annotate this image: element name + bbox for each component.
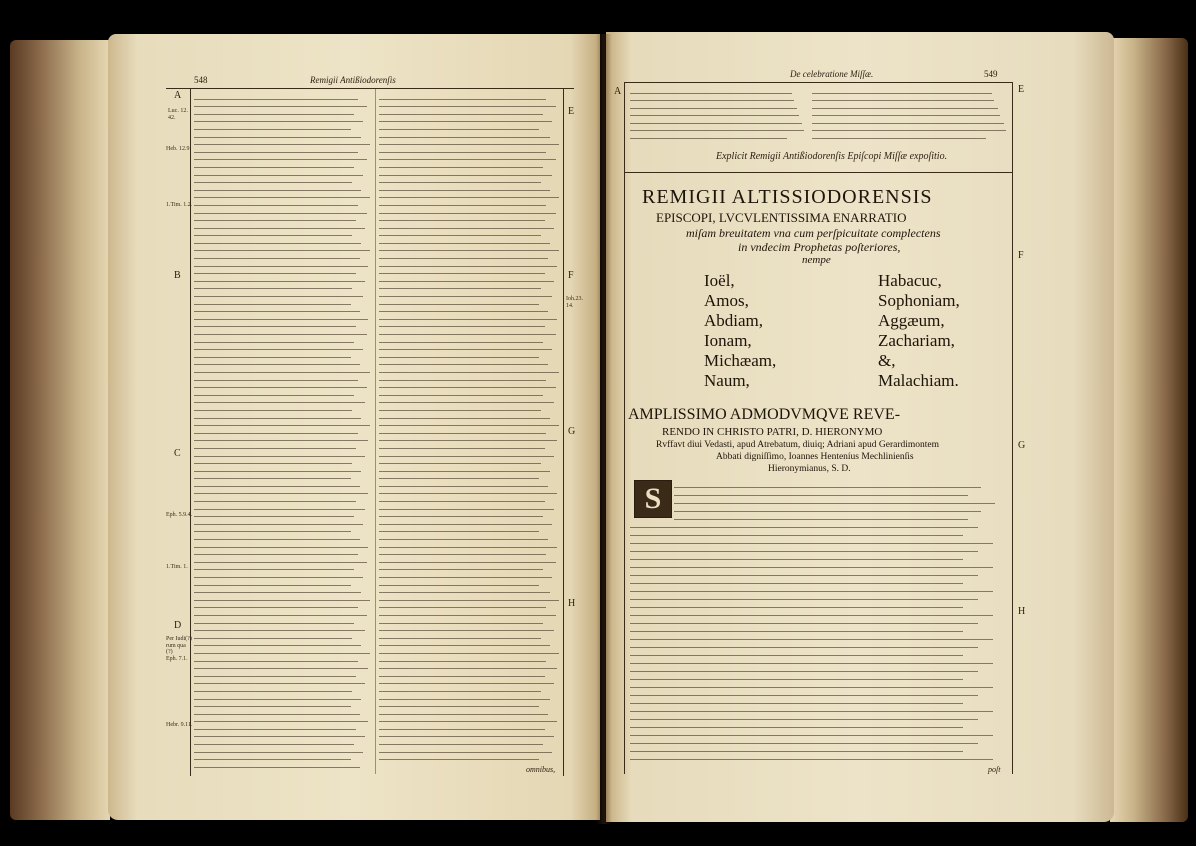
text-line — [379, 676, 545, 677]
text-line — [674, 511, 981, 512]
text-line — [194, 266, 368, 267]
text-line — [630, 138, 787, 139]
text-line — [379, 547, 557, 548]
text-line — [379, 273, 545, 274]
text-line — [194, 137, 361, 138]
title-line-4: in vndecim Prophetas poſteriores, — [738, 240, 901, 254]
prophet-left-1: Ioël, — [704, 271, 735, 290]
margin-note: Hebr. 9.11. — [166, 722, 193, 728]
right-page-number: 549 — [984, 69, 998, 79]
text-line — [630, 719, 978, 720]
text-line — [379, 387, 556, 388]
text-line — [630, 123, 802, 124]
text-line — [630, 599, 978, 600]
text-line — [812, 100, 994, 101]
left-margin-rule — [190, 88, 191, 776]
prophet-left-4: Ionam, — [704, 331, 752, 350]
left-catchword: omnibus, — [526, 765, 556, 774]
text-line — [194, 296, 363, 297]
text-line — [630, 655, 963, 656]
text-line — [194, 562, 367, 563]
right-body-text-top — [674, 480, 1008, 520]
text-line — [630, 100, 794, 101]
text-line — [630, 535, 963, 536]
right-section-h: H — [1018, 606, 1026, 617]
text-line — [674, 495, 968, 496]
text-line — [379, 752, 552, 753]
text-line — [379, 440, 557, 441]
text-line — [194, 304, 351, 305]
text-line — [379, 554, 546, 555]
text-line — [630, 687, 993, 688]
left-section-c: C — [174, 448, 181, 459]
text-line — [379, 281, 554, 282]
text-line — [379, 714, 548, 715]
right-inner-a: A — [614, 86, 622, 97]
text-line — [194, 547, 368, 548]
text-line — [194, 623, 354, 624]
text-line — [630, 623, 978, 624]
text-line — [194, 524, 363, 525]
text-line — [194, 554, 358, 555]
text-line — [379, 304, 539, 305]
text-line — [812, 138, 986, 139]
text-line — [379, 129, 539, 130]
left-inner-f: F — [568, 270, 574, 281]
text-line — [194, 410, 352, 411]
text-line — [630, 703, 963, 704]
text-line — [379, 311, 548, 312]
text-line — [379, 205, 546, 206]
text-line — [630, 711, 993, 712]
text-line — [379, 600, 559, 601]
text-line — [194, 478, 351, 479]
text-line — [379, 372, 559, 373]
text-line — [194, 486, 360, 487]
text-line — [194, 182, 352, 183]
text-line — [194, 342, 354, 343]
text-line — [194, 220, 356, 221]
text-line — [379, 729, 545, 730]
text-line — [194, 159, 367, 160]
text-line — [379, 288, 541, 289]
text-line — [630, 575, 978, 576]
text-line — [379, 213, 556, 214]
text-line — [379, 395, 543, 396]
right-section-f: F — [1018, 250, 1024, 261]
text-line — [194, 167, 354, 168]
text-line — [194, 630, 365, 631]
text-line — [194, 463, 352, 464]
text-line — [379, 661, 546, 662]
text-line — [194, 736, 365, 737]
text-line — [194, 440, 368, 441]
text-line — [630, 759, 993, 760]
text-line — [194, 372, 370, 373]
margin-note: 1.Tim. 1. — [166, 564, 188, 570]
text-line — [379, 653, 559, 654]
text-line — [379, 410, 541, 411]
text-line — [194, 752, 363, 753]
text-line — [194, 213, 367, 214]
prophet-right-2: Sophoniam, — [878, 291, 960, 310]
left-column-divider — [375, 88, 376, 774]
text-line — [379, 463, 541, 464]
text-line — [194, 387, 367, 388]
text-line — [379, 357, 539, 358]
right-inner-rule — [624, 82, 625, 774]
decorated-initial — [634, 480, 672, 518]
text-line — [379, 736, 554, 737]
text-line — [674, 487, 981, 488]
text-line — [194, 258, 360, 259]
text-line — [379, 516, 543, 517]
text-line — [630, 671, 978, 672]
text-line — [379, 152, 546, 153]
text-line — [194, 402, 365, 403]
text-line — [379, 524, 552, 525]
colophon-rule — [624, 172, 1012, 173]
title-line-1: REMIGII ALTISSIODORENSIS — [642, 186, 933, 208]
text-line — [194, 471, 361, 472]
text-line — [379, 592, 550, 593]
margin-note: Eph. 5.9.4. — [166, 512, 193, 518]
text-line — [674, 503, 995, 504]
text-line — [194, 281, 365, 282]
text-line — [194, 729, 356, 730]
text-line — [194, 706, 351, 707]
right-top-column-1 — [630, 86, 806, 142]
text-line — [194, 357, 351, 358]
dedication-line-5: Hieronymianus, S. D. — [768, 464, 851, 474]
text-line — [194, 493, 368, 494]
margin-note: Per Iudi(?) rum qua (?) Eph. 7.1. — [166, 636, 192, 662]
text-line — [194, 364, 360, 365]
text-line — [630, 108, 797, 109]
text-line — [630, 727, 963, 728]
text-line — [379, 691, 541, 692]
text-line — [194, 661, 358, 662]
text-line — [194, 569, 354, 570]
text-line — [379, 630, 554, 631]
text-line — [379, 699, 550, 700]
margin-note: 1.Tim. 1.2. — [166, 202, 193, 208]
text-line — [379, 235, 541, 236]
text-line — [194, 714, 360, 715]
text-line — [379, 638, 541, 639]
text-line — [379, 250, 559, 251]
text-line — [379, 531, 539, 532]
text-line — [379, 106, 556, 107]
text-line — [379, 668, 557, 669]
text-line — [379, 197, 559, 198]
text-line — [630, 93, 792, 94]
right-body-text — [630, 520, 1008, 762]
text-line — [194, 638, 352, 639]
text-line — [630, 647, 978, 648]
text-line — [379, 296, 552, 297]
text-line — [379, 364, 548, 365]
text-line — [194, 759, 351, 760]
text-line — [379, 577, 552, 578]
left-running-head: Remigii Antißiodorenſis — [310, 75, 396, 85]
text-line — [379, 683, 554, 684]
text-line — [194, 99, 358, 100]
text-line — [194, 653, 370, 654]
text-line — [194, 509, 365, 510]
text-line — [812, 123, 1004, 124]
text-line — [379, 114, 543, 115]
text-line — [379, 418, 550, 419]
text-line — [379, 144, 559, 145]
text-line — [812, 108, 998, 109]
text-line — [194, 228, 365, 229]
text-line — [630, 527, 978, 528]
text-line — [812, 115, 1000, 116]
dedication-line-4: Abbati digniſſimo, Ioannes Henteníus Mechlinienſis — [716, 452, 914, 462]
text-line — [194, 676, 356, 677]
text-line — [379, 319, 557, 320]
text-line — [630, 735, 993, 736]
text-line — [379, 159, 556, 160]
title-line-3: miſam breuitatem vna cum perſpicuitate complectens — [686, 226, 941, 240]
text-line — [379, 478, 539, 479]
text-line — [194, 319, 368, 320]
book-gutter — [596, 34, 612, 824]
text-line — [379, 759, 539, 760]
text-line — [194, 433, 358, 434]
text-line — [379, 456, 554, 457]
text-line — [630, 567, 993, 568]
text-line — [194, 190, 361, 191]
text-line — [630, 551, 978, 552]
text-line — [379, 645, 550, 646]
margin-note: Ioh.23. 14. — [566, 296, 583, 309]
text-line — [379, 569, 543, 570]
prophet-right-3: Aggæum, — [878, 311, 945, 330]
text-line — [194, 607, 358, 608]
left-inner-h: H — [568, 598, 576, 609]
right-catchword: poſt — [988, 765, 1001, 774]
text-line — [194, 767, 360, 768]
prophet-left-3: Abdiam, — [704, 311, 764, 330]
text-line — [630, 679, 963, 680]
text-line — [379, 623, 543, 624]
text-line — [194, 418, 361, 419]
text-line — [194, 501, 356, 502]
text-line — [194, 585, 351, 586]
right-top-column-2 — [812, 86, 1008, 142]
text-line — [630, 639, 993, 640]
text-line — [379, 349, 552, 350]
prophet-left-6: Naum, — [704, 371, 750, 390]
prophet-left-2: Amos, — [704, 291, 749, 310]
right-header-rule — [624, 82, 1012, 83]
title-line-2: EPISCOPI, LVCVLENTISSIMA ENARRATIO — [656, 210, 907, 225]
text-line — [379, 607, 546, 608]
prophet-right-1: Habacuc, — [878, 271, 942, 290]
margin-note: Heb. 12.9. — [166, 146, 191, 152]
prophet-right-5: &, — [878, 351, 896, 370]
text-line — [194, 577, 363, 578]
left-text-column-1 — [194, 92, 372, 774]
left-header-rule — [166, 88, 574, 89]
text-line — [194, 311, 360, 312]
text-line — [379, 493, 557, 494]
left-page-edges — [10, 40, 110, 820]
text-line — [379, 509, 554, 510]
text-line — [630, 607, 963, 608]
text-line — [194, 615, 367, 616]
text-line — [194, 531, 351, 532]
text-line — [379, 220, 545, 221]
right-section-g: G — [1018, 440, 1026, 451]
text-line — [630, 115, 799, 116]
text-line — [194, 175, 363, 176]
text-line — [194, 273, 356, 274]
text-line — [194, 744, 354, 745]
text-line — [194, 106, 367, 107]
text-line — [194, 456, 365, 457]
text-line — [379, 243, 550, 244]
text-line — [194, 592, 361, 593]
title-line-5: nempe — [802, 254, 831, 266]
text-line — [379, 258, 548, 259]
text-line — [379, 539, 548, 540]
text-line — [379, 121, 552, 122]
text-line — [194, 448, 356, 449]
text-line — [379, 721, 557, 722]
dedication-line-3: Rvffavt diui Vedasti, apud Atrebatum, diuiq; Adriani apud Gerardimontem — [656, 440, 940, 450]
text-line — [379, 562, 556, 563]
text-line — [379, 228, 554, 229]
margin-note: Luc. 12. 42. — [168, 108, 188, 121]
text-line — [194, 395, 354, 396]
text-line — [194, 683, 365, 684]
right-section-e: E — [1018, 84, 1025, 95]
drop-cap-letter: S — [644, 482, 662, 515]
text-line — [379, 448, 545, 449]
text-line — [630, 751, 963, 752]
right-running-head: De celebratione Miſſæ. — [790, 69, 874, 79]
text-line — [194, 152, 358, 153]
text-line — [194, 121, 363, 122]
dedication-line-2: RENDO IN CHRISTO PATRI, D. HIERONYMO — [662, 426, 883, 438]
prophet-left-5: Michæam, — [704, 351, 777, 370]
left-section-d: D — [174, 620, 182, 631]
text-line — [379, 706, 539, 707]
left-section-a: A — [174, 90, 182, 101]
text-line — [630, 130, 804, 131]
book-spread — [10, 24, 1188, 836]
text-line — [630, 583, 963, 584]
text-line — [194, 114, 354, 115]
left-inner-e: E — [568, 106, 575, 117]
text-line — [630, 695, 978, 696]
text-line — [379, 137, 550, 138]
text-line — [630, 663, 993, 664]
text-line — [194, 668, 368, 669]
text-line — [379, 326, 545, 327]
text-line — [194, 516, 354, 517]
left-inner-g: G — [568, 426, 576, 437]
text-line — [379, 175, 552, 176]
text-line — [194, 250, 370, 251]
text-line — [194, 144, 370, 145]
text-line — [194, 243, 361, 244]
text-line — [379, 501, 545, 502]
text-line — [194, 288, 352, 289]
prophet-right-4: Zachariam, — [878, 331, 955, 350]
text-line — [379, 266, 557, 267]
text-line — [630, 615, 993, 616]
left-section-b: B — [174, 270, 181, 281]
text-line — [630, 631, 963, 632]
left-page-number: 548 — [194, 75, 208, 85]
right-margin-rule — [1012, 82, 1013, 774]
text-line — [194, 235, 352, 236]
text-line — [379, 182, 541, 183]
text-line — [194, 349, 363, 350]
left-text-column-2 — [379, 92, 561, 762]
text-line — [194, 129, 351, 130]
dedication-line-1: AMPLISSIMO ADMODVMQVE REVE- — [628, 406, 901, 423]
text-line — [194, 721, 368, 722]
text-line — [379, 99, 546, 100]
text-line — [194, 699, 361, 700]
text-line — [379, 486, 548, 487]
text-line — [379, 402, 554, 403]
text-line — [194, 205, 358, 206]
text-line — [194, 197, 370, 198]
text-line — [194, 425, 370, 426]
text-line — [379, 334, 556, 335]
text-line — [379, 190, 550, 191]
text-line — [194, 645, 361, 646]
text-line — [630, 743, 978, 744]
text-line — [630, 591, 993, 592]
prophet-right-6: Malachiam. — [878, 371, 959, 390]
text-line — [379, 380, 546, 381]
text-line — [379, 585, 539, 586]
text-line — [379, 471, 550, 472]
text-line — [379, 342, 543, 343]
text-line — [812, 130, 1006, 131]
text-line — [630, 543, 993, 544]
text-line — [194, 380, 358, 381]
text-line — [194, 326, 356, 327]
text-line — [379, 615, 556, 616]
text-line — [379, 744, 543, 745]
text-line — [194, 691, 352, 692]
text-line — [379, 425, 559, 426]
text-line — [812, 93, 992, 94]
text-line — [194, 539, 360, 540]
left-inner-rule — [563, 88, 564, 776]
colophon: Explicit Remigii Antißiodorenſis Epiſcopi Miſſæ expoſitio. — [716, 151, 948, 162]
text-line — [194, 600, 370, 601]
text-line — [194, 334, 367, 335]
text-line — [379, 433, 546, 434]
right-page-edges — [1110, 38, 1188, 822]
text-line — [630, 559, 963, 560]
text-line — [379, 167, 543, 168]
